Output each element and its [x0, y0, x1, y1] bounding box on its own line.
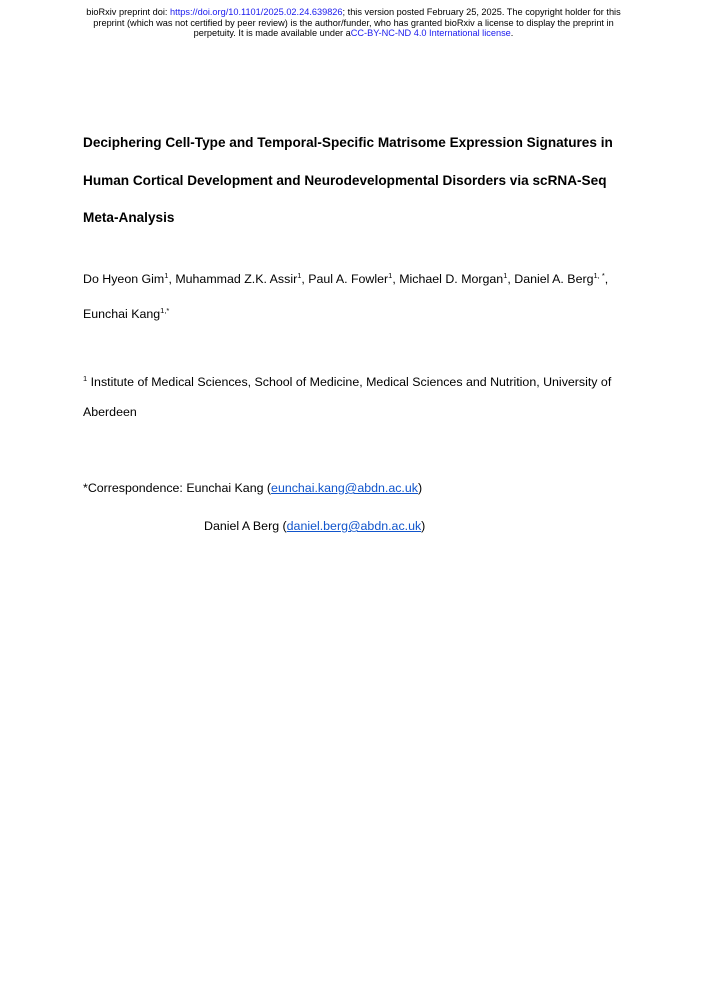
doi-link[interactable]: https://doi.org/10.1101/2025.02.24.639826	[170, 7, 343, 17]
paren: )	[417, 481, 423, 495]
banner-line-3	[0, 28, 707, 39]
author-affiliation-marker: 1	[297, 271, 302, 280]
correspondence-label: *Correspondence: Eunchai Kang (	[83, 481, 272, 495]
paper-title: Deciphering Cell-Type and Temporal-Specific Matrisome Expression Signatures in Human Cortical Development and Neurodevelopmental Disorders via scRNA-Seq Meta-Analysis	[83, 135, 613, 225]
author-affiliation-marker: 1	[164, 271, 169, 280]
author-name: Muhammad Z.K. Assir	[175, 272, 298, 286]
email-link-kang[interactable]: eunchai.kang@abdn.ac.uk	[271, 481, 418, 495]
author-separator: ,	[392, 272, 400, 286]
author-name: Do Hyeon Gim	[83, 272, 165, 286]
author-name: Michael D. Morgan	[399, 272, 504, 286]
author-name: Paul A. Fowler	[308, 272, 389, 286]
banner-line-1	[0, 7, 707, 18]
author-affiliation-marker: 1,*	[160, 306, 170, 315]
correspondence-line-2	[204, 519, 425, 533]
affiliation	[83, 367, 643, 427]
preprint-banner	[0, 7, 707, 39]
paren: )	[421, 519, 426, 533]
author-list	[83, 262, 643, 332]
license-link[interactable]: CC-BY-NC-ND 4.0 International license	[350, 28, 511, 39]
author-separator: ,	[604, 272, 609, 286]
banner-text: bioRxiv preprint doi:	[86, 7, 171, 17]
author-name: Daniel A. Berg	[514, 272, 594, 286]
author-separator: ,	[168, 272, 176, 286]
correspondence-name: Daniel A Berg (	[204, 519, 287, 533]
author-affiliation-marker: 1	[388, 271, 393, 280]
banner-line-2: preprint (which was not certified by peer review) is the author/funder, who has granted bioRxiv a license to display the preprint in	[93, 17, 614, 28]
author-separator: ,	[301, 272, 309, 286]
correspondence-line-1	[83, 481, 422, 495]
banner-text: .	[510, 28, 514, 39]
banner-text: ; this version posted February 25, 2025. The copyright holder for this	[342, 7, 621, 17]
affiliation-marker: 1	[83, 374, 88, 383]
author-affiliation-marker: 1	[503, 271, 508, 280]
author-affiliation-marker: 1, *	[593, 271, 605, 280]
author-separator: ,	[507, 272, 515, 286]
author-name: Eunchai Kang	[83, 307, 161, 321]
affiliation-text: Institute of Medical Sciences, School of Medicine, Medical Sciences and Nutrition, University of Aberdeen	[83, 375, 612, 419]
email-link-berg[interactable]: daniel.berg@abdn.ac.uk	[286, 519, 422, 533]
banner-text: perpetuity. It is made available under a	[193, 28, 351, 39]
